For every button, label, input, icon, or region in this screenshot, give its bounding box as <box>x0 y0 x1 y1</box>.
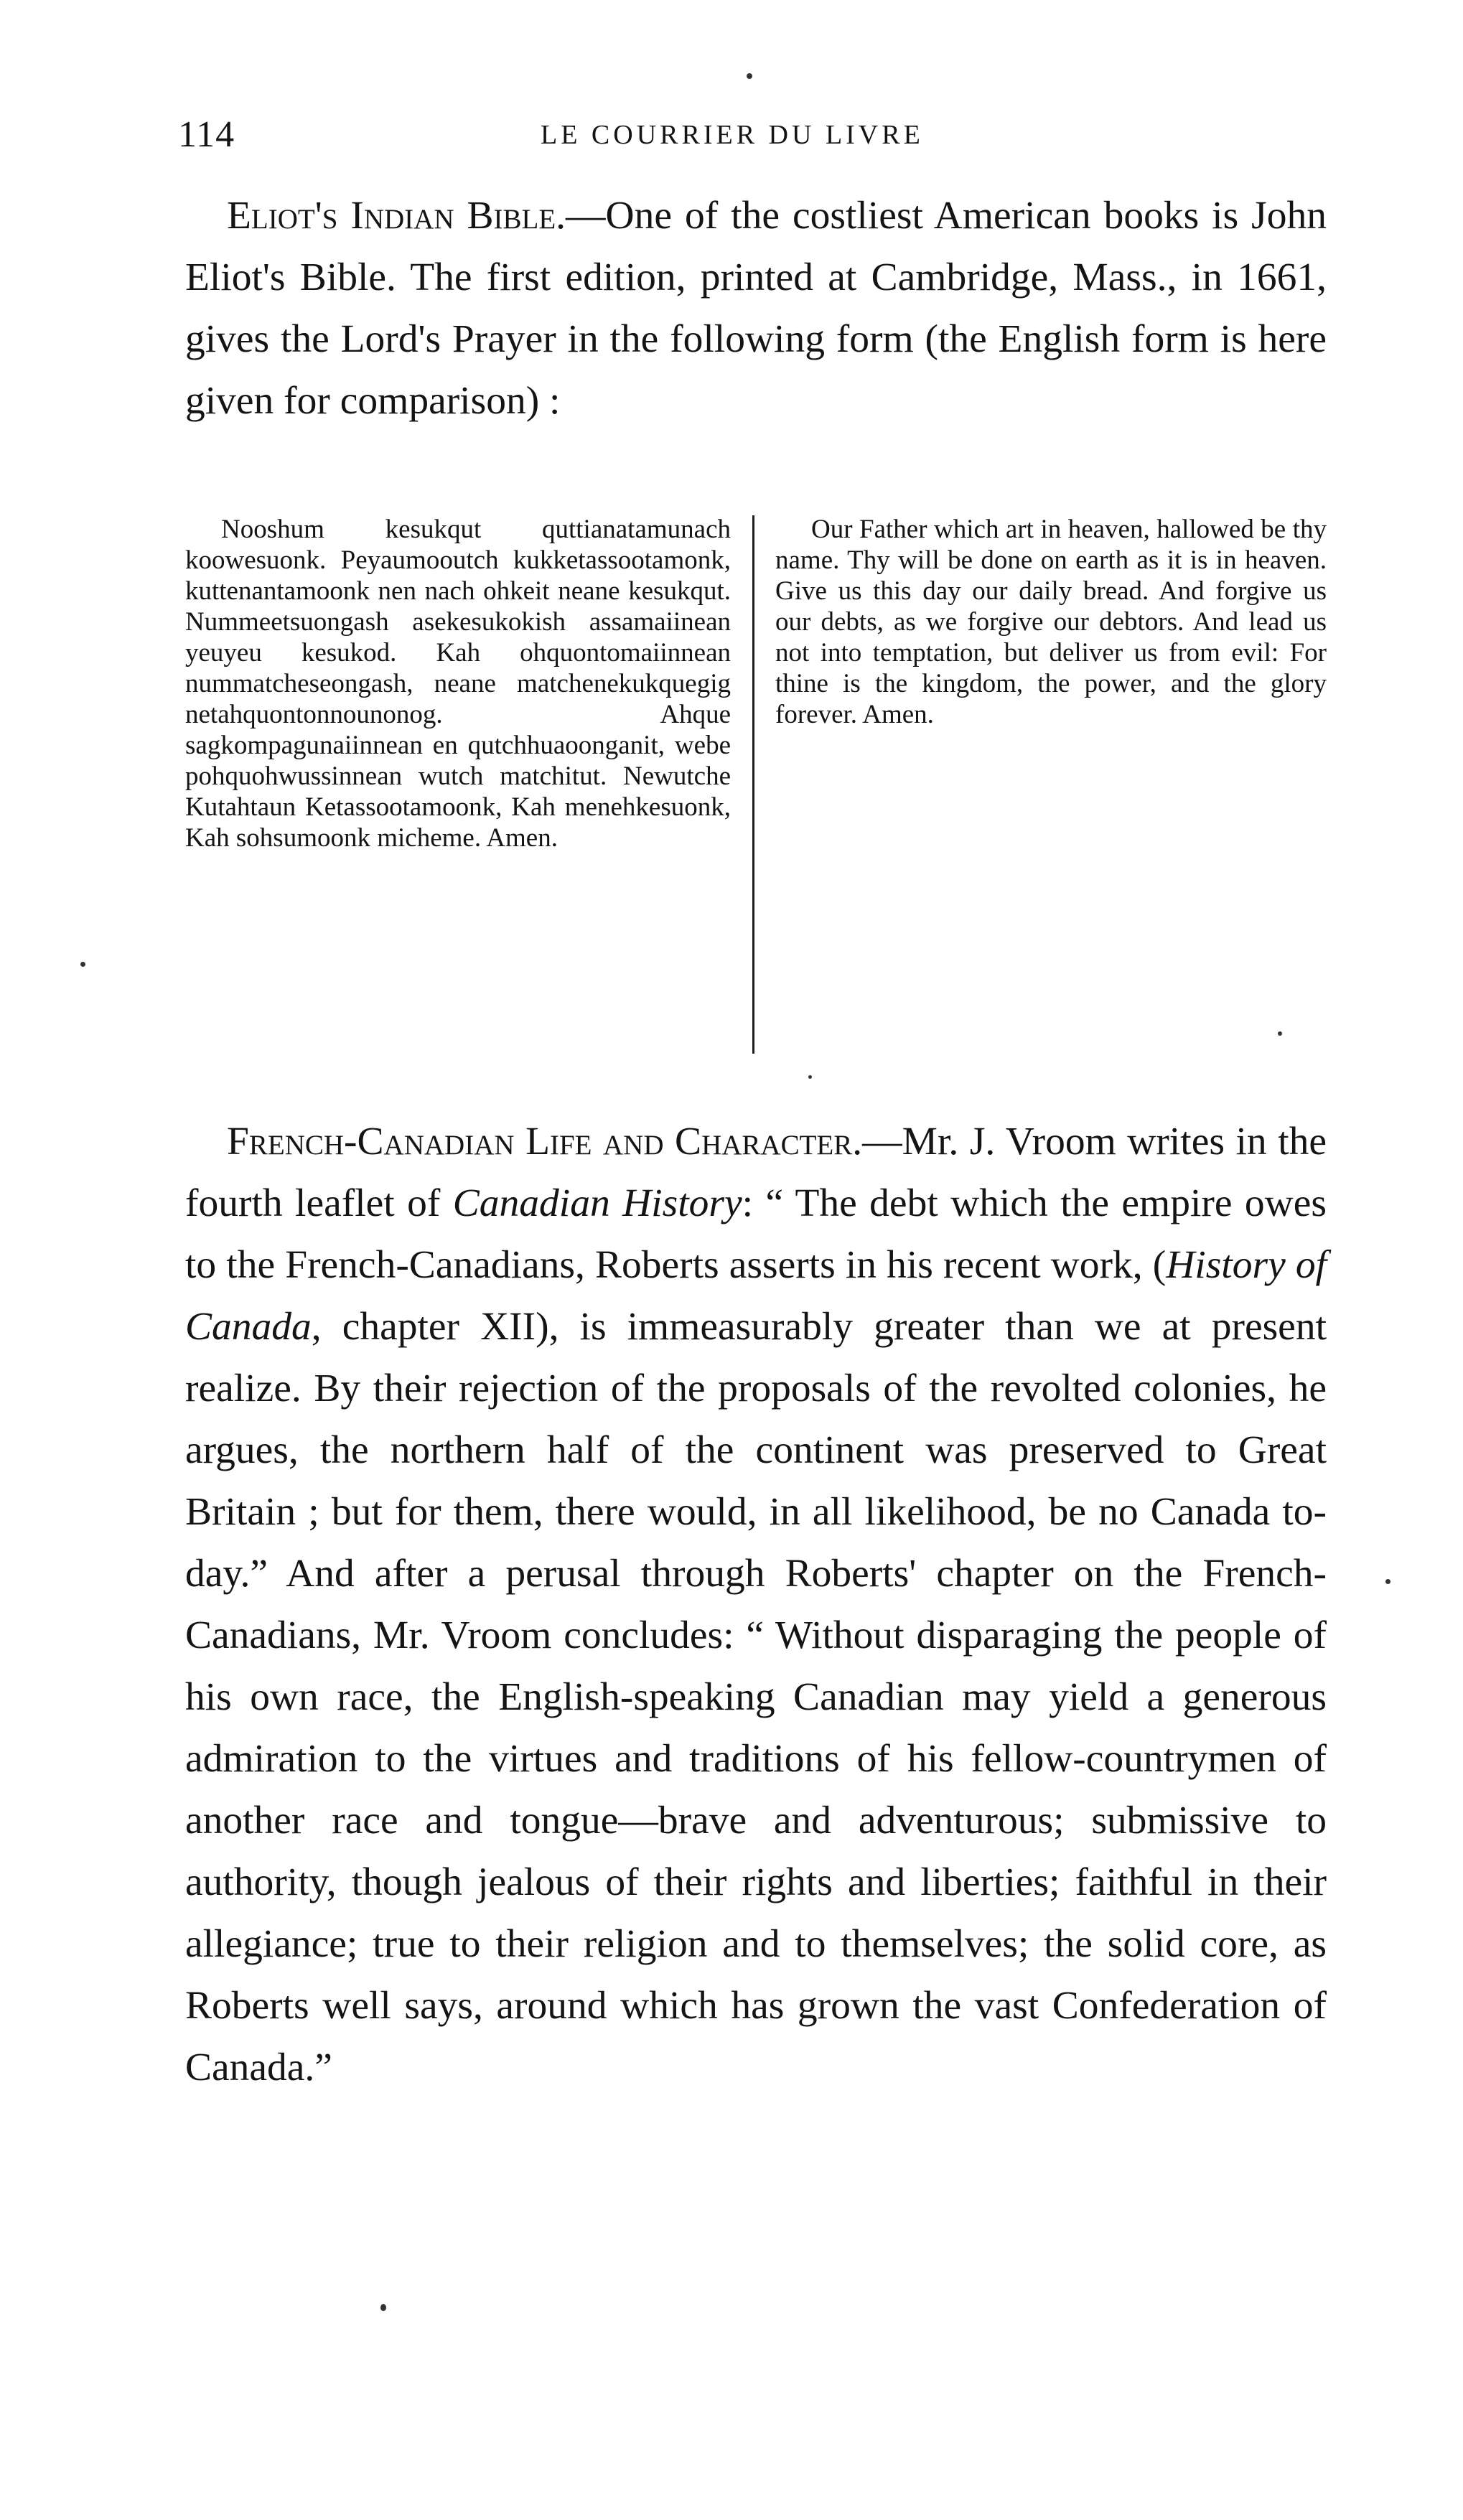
print-speck <box>1385 1579 1390 1584</box>
print-speck <box>808 1075 812 1079</box>
lords-prayer-columns <box>185 514 1327 1067</box>
body-text: : “ The debt which the empire owes to the French-Canadians, Roberts asserts in his recent work, ( <box>185 1181 1327 1287</box>
book-title-italic: History of Canada <box>185 1243 1327 1349</box>
article-body <box>185 1120 1327 2089</box>
article-title: French-Canadian Life and Character. <box>227 1120 863 1163</box>
article-eliots-bible <box>185 185 1327 432</box>
page-number: 114 <box>178 114 235 155</box>
article-body: —One of the costliest American books is John Eliot's Bible. The first edition, printed at Cambridge, Mass., in 1661, gives the Lord's Prayer in the following form (the English form is here given for comparison) : <box>185 194 1327 423</box>
book-title-italic: Canadian History <box>452 1181 742 1225</box>
print-speck <box>380 2304 386 2311</box>
page-header <box>178 113 1327 156</box>
body-text: , chapter XII), is immeasurably greater than we at present realize. By their rejection of the proposals of the revolted colonies, he argues, the northern half of the continent was preserved to Great Britain ; but for them, there would, in all likelihood, be no Canada to-day.” And after a perusal through Roberts' chapter on the French-Canadians, Mr. Vroom concludes: “ Without disparaging the people of his own race, the English-speaking Canadian may yield a generous admiration to the virtues and traditions of his fellow-countrymen of another race and tongue—brave and adventurous; submissive to authority, though jealous of their rights and liberties; faithful in their allegiance; true to their religion and to themselves; the solid core, as Roberts well says, around which has grown the vast Confederation of Canada.” <box>185 1305 1327 2089</box>
massachusett-prayer-text: Nooshum kesukqut quttianatamunach koowesuonk. Peyaumooutch kukketassootamonk, kuttenantamoonk nen nach ohkeit neane kesukqut. Nummeetsuongash asekesukokish assamaiinean yeuyeu kesukod. Kah ohquontomaiinnean nummatcheseongash, neane matchenekukquegig netahquontonnounonog. Ahque sagkompagunaiinnean en qutchhuaoonganit, webe pohquohwussinnean wutch matchitut. Newutche Kutahtaun Ketassootamoonk, Kah menehkesuonk, Kah sohsumoonk micheme. Amen. <box>185 515 731 853</box>
english-prayer-text: Our Father which art in heaven, hallowed be thy name. Thy will be done on earth as it is in heaven. Give us this day our daily bread. And forgive us our debts, as we forgive our debtors. And lead us not into temptation, but deliver us from evil: For thine is the kingdom, the power, and the glory forever. Amen. <box>775 515 1327 729</box>
massachusett-prayer-column <box>185 514 731 853</box>
print-speck <box>747 73 752 79</box>
english-prayer-column <box>775 514 1327 730</box>
column-divider <box>752 515 754 1054</box>
article-title: Eliot's Indian Bible. <box>227 194 566 238</box>
print-speck <box>1278 1031 1282 1036</box>
print-speck <box>80 962 85 967</box>
article-french-canadian <box>185 1111 1327 2099</box>
body-text: —Mr. J. Vroom writes in the fourth leaflet of <box>185 1120 1327 1225</box>
running-title: LE COURRIER DU LIVRE <box>541 120 924 150</box>
